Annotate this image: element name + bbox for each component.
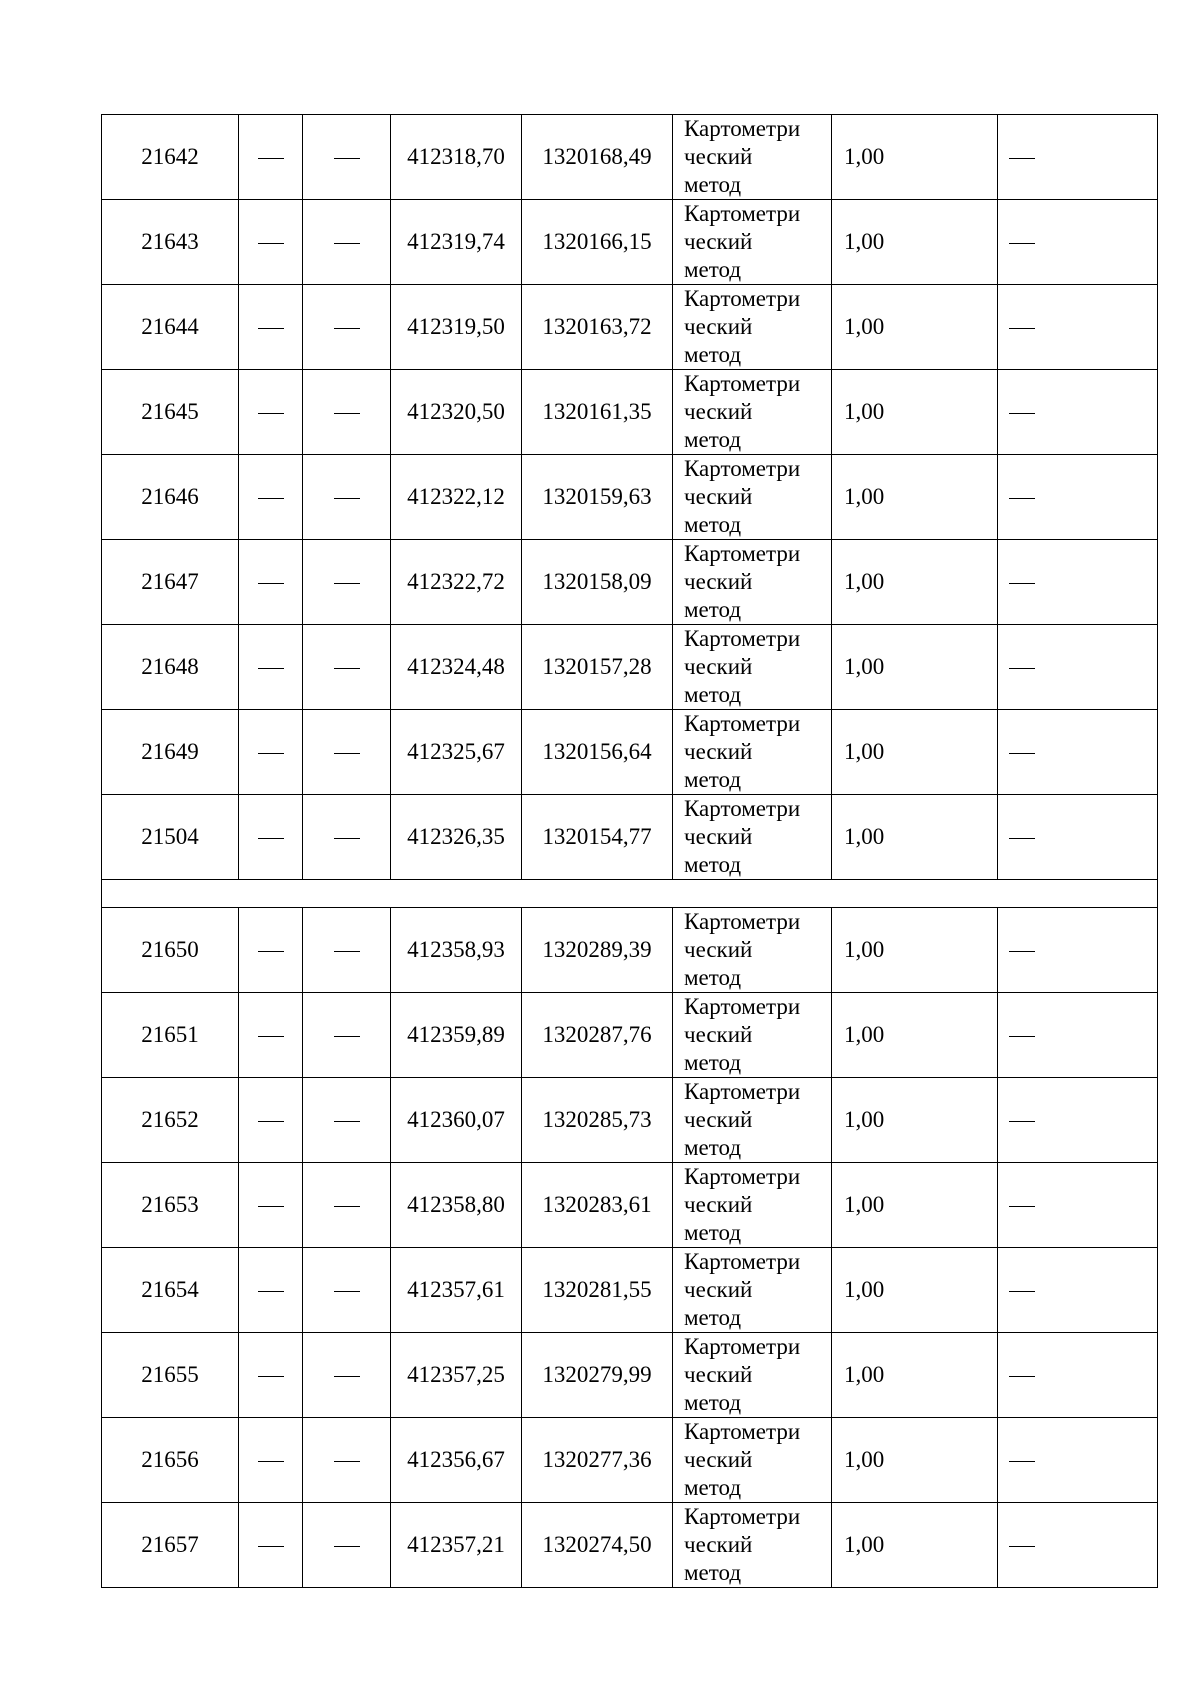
coordinate-y-cell: 1320158,09 — [522, 540, 673, 625]
dash-mark — [334, 583, 360, 584]
empty-value-cell — [998, 540, 1158, 625]
method-cell — [673, 1078, 832, 1163]
empty-value-cell — [239, 1248, 303, 1333]
coordinate-y-cell: 1320156,64 — [522, 710, 673, 795]
dash-mark — [1009, 1291, 1035, 1292]
empty-value-cell — [303, 455, 391, 540]
method-text-line: метод — [684, 512, 742, 537]
accuracy-cell: 1,00 — [832, 710, 998, 795]
dash-mark — [334, 838, 360, 839]
empty-value-cell — [998, 1078, 1158, 1163]
accuracy-cell: 1,00 — [832, 1163, 998, 1248]
empty-value-cell — [239, 200, 303, 285]
dash-mark — [1009, 668, 1035, 669]
method-text-line: Картометри — [684, 1419, 801, 1444]
method-text-line: ческий — [684, 1022, 753, 1047]
coordinate-x-cell: 412319,50 — [391, 285, 522, 370]
empty-value-cell — [239, 1163, 303, 1248]
dash-mark — [1009, 838, 1035, 839]
group-separator-cell — [102, 880, 1158, 908]
point-number-cell: 21654 — [102, 1248, 239, 1333]
empty-value-cell — [303, 908, 391, 993]
dash-mark — [334, 1036, 360, 1037]
method-text-line: ческий — [684, 654, 753, 679]
dash-mark — [258, 838, 284, 839]
dash-mark — [334, 498, 360, 499]
coordinate-y-cell: 1320163,72 — [522, 285, 673, 370]
method-text-line: метод — [684, 597, 742, 622]
dash-mark — [1009, 951, 1035, 952]
accuracy-cell: 1,00 — [832, 1503, 998, 1588]
empty-value-cell — [303, 540, 391, 625]
method-text-line: ческий — [684, 1532, 753, 1557]
coordinate-y-cell: 1320168,49 — [522, 115, 673, 200]
empty-value-cell — [998, 795, 1158, 880]
point-number-cell: 21642 — [102, 115, 239, 200]
empty-value-cell — [998, 115, 1158, 200]
empty-value-cell — [998, 625, 1158, 710]
accuracy-cell: 1,00 — [832, 455, 998, 540]
point-number-cell: 21646 — [102, 455, 239, 540]
method-text-line: метод — [684, 682, 742, 707]
dash-mark — [334, 753, 360, 754]
method-text-line: метод — [684, 1390, 742, 1415]
empty-value-cell — [998, 1163, 1158, 1248]
method-cell — [673, 993, 832, 1078]
method-text-line: Картометри — [684, 371, 801, 396]
method-text-line: Картометри — [684, 909, 801, 934]
empty-value-cell — [239, 1503, 303, 1588]
method-text-line: Картометри — [684, 1079, 801, 1104]
dash-mark — [258, 1036, 284, 1037]
empty-value-cell — [998, 1418, 1158, 1503]
accuracy-cell: 1,00 — [832, 370, 998, 455]
empty-value-cell — [239, 370, 303, 455]
dash-mark — [1009, 1036, 1035, 1037]
point-number-cell: 21655 — [102, 1333, 239, 1418]
dash-mark — [334, 1291, 360, 1292]
dash-mark — [258, 1376, 284, 1377]
method-text-line: ческий — [684, 569, 753, 594]
method-cell — [673, 710, 832, 795]
empty-value-cell — [303, 1418, 391, 1503]
coordinate-x-cell: 412358,93 — [391, 908, 522, 993]
method-cell — [673, 625, 832, 710]
empty-value-cell — [239, 993, 303, 1078]
dash-mark — [1009, 753, 1035, 754]
empty-value-cell — [998, 1503, 1158, 1588]
point-number-cell: 21656 — [102, 1418, 239, 1503]
empty-value-cell — [998, 455, 1158, 540]
point-number-cell: 21648 — [102, 625, 239, 710]
method-cell — [673, 285, 832, 370]
method-cell — [673, 1333, 832, 1418]
method-text-line: метод — [684, 257, 742, 282]
dash-mark — [334, 1121, 360, 1122]
method-cell — [673, 1163, 832, 1248]
dash-mark — [334, 328, 360, 329]
coordinate-y-cell: 1320161,35 — [522, 370, 673, 455]
table-row — [102, 1333, 1158, 1418]
dash-mark — [1009, 1376, 1035, 1377]
method-text-line: метод — [684, 852, 742, 877]
method-text-line: метод — [684, 1475, 742, 1500]
empty-value-cell — [239, 1078, 303, 1163]
table-row — [102, 115, 1158, 200]
coordinates-table — [101, 114, 1158, 1588]
method-text-line: метод — [684, 1135, 742, 1160]
dash-mark — [1009, 1461, 1035, 1462]
accuracy-cell: 1,00 — [832, 1333, 998, 1418]
method-text-line: Картометри — [684, 626, 801, 651]
method-text-line: Картометри — [684, 456, 801, 481]
accuracy-cell: 1,00 — [832, 540, 998, 625]
coordinate-y-cell: 1320289,39 — [522, 908, 673, 993]
dash-mark — [258, 951, 284, 952]
method-text-line: метод — [684, 1305, 742, 1330]
empty-value-cell — [239, 710, 303, 795]
coordinate-x-cell: 412357,61 — [391, 1248, 522, 1333]
coordinate-y-cell: 1320281,55 — [522, 1248, 673, 1333]
dash-mark — [1009, 328, 1035, 329]
point-number-cell: 21647 — [102, 540, 239, 625]
dash-mark — [334, 951, 360, 952]
dash-mark — [258, 668, 284, 669]
dash-mark — [1009, 1121, 1035, 1122]
method-text-line: ческий — [684, 1192, 753, 1217]
coordinate-x-cell: 412357,25 — [391, 1333, 522, 1418]
method-text-line: Картометри — [684, 796, 801, 821]
dash-mark — [334, 413, 360, 414]
dash-mark — [258, 1121, 284, 1122]
coordinate-y-cell: 1320285,73 — [522, 1078, 673, 1163]
method-cell — [673, 370, 832, 455]
method-cell — [673, 1503, 832, 1588]
empty-value-cell — [303, 1163, 391, 1248]
coordinate-x-cell: 412360,07 — [391, 1078, 522, 1163]
method-text-line: Картометри — [684, 541, 801, 566]
empty-value-cell — [303, 795, 391, 880]
coordinate-x-cell: 412358,80 — [391, 1163, 522, 1248]
table-row — [102, 370, 1158, 455]
table-row — [102, 993, 1158, 1078]
dash-mark — [334, 668, 360, 669]
table-row — [102, 1503, 1158, 1588]
dash-mark — [258, 498, 284, 499]
method-text-line: метод — [684, 1050, 742, 1075]
method-text-line: ческий — [684, 1362, 753, 1387]
point-number-cell: 21653 — [102, 1163, 239, 1248]
dash-mark — [334, 1546, 360, 1547]
coordinate-y-cell: 1320157,28 — [522, 625, 673, 710]
method-cell — [673, 540, 832, 625]
coordinate-y-cell: 1320283,61 — [522, 1163, 673, 1248]
coordinate-x-cell: 412319,74 — [391, 200, 522, 285]
table-row — [102, 1418, 1158, 1503]
accuracy-cell: 1,00 — [832, 1078, 998, 1163]
method-text-line: ческий — [684, 399, 753, 424]
table-row — [102, 908, 1158, 993]
group-separator-row — [102, 880, 1158, 908]
coordinate-x-cell: 412325,67 — [391, 710, 522, 795]
empty-value-cell — [239, 540, 303, 625]
accuracy-cell: 1,00 — [832, 285, 998, 370]
method-cell — [673, 1248, 832, 1333]
method-text-line: метод — [684, 1560, 742, 1585]
coordinate-y-cell: 1320154,77 — [522, 795, 673, 880]
dash-mark — [258, 158, 284, 159]
dash-mark — [258, 413, 284, 414]
method-text-line: ческий — [684, 937, 753, 962]
coordinate-x-cell: 412359,89 — [391, 993, 522, 1078]
method-text-line: ческий — [684, 739, 753, 764]
dash-mark — [1009, 243, 1035, 244]
dash-mark — [334, 1206, 360, 1207]
method-text-line: ческий — [684, 824, 753, 849]
table-row — [102, 1078, 1158, 1163]
method-text-line: Картометри — [684, 1504, 801, 1529]
dash-mark — [258, 753, 284, 754]
method-text-line: Картометри — [684, 711, 801, 736]
table-row — [102, 795, 1158, 880]
method-cell — [673, 795, 832, 880]
point-number-cell: 21504 — [102, 795, 239, 880]
dash-mark — [1009, 413, 1035, 414]
table-body — [102, 115, 1158, 1588]
dash-mark — [258, 1206, 284, 1207]
empty-value-cell — [998, 285, 1158, 370]
empty-value-cell — [239, 455, 303, 540]
coordinate-y-cell: 1320287,76 — [522, 993, 673, 1078]
dash-mark — [258, 328, 284, 329]
method-text-line: метод — [684, 172, 742, 197]
coordinate-y-cell: 1320279,99 — [522, 1333, 673, 1418]
dash-mark — [334, 158, 360, 159]
method-text-line: ческий — [684, 1277, 753, 1302]
empty-value-cell — [998, 908, 1158, 993]
method-text-line: метод — [684, 342, 742, 367]
dash-mark — [258, 583, 284, 584]
empty-value-cell — [303, 370, 391, 455]
empty-value-cell — [303, 1248, 391, 1333]
empty-value-cell — [998, 370, 1158, 455]
table-row — [102, 710, 1158, 795]
coordinate-x-cell: 412324,48 — [391, 625, 522, 710]
dash-mark — [258, 243, 284, 244]
dash-mark — [1009, 498, 1035, 499]
coordinate-x-cell: 412357,21 — [391, 1503, 522, 1588]
method-text-line: Картометри — [684, 1334, 801, 1359]
empty-value-cell — [303, 625, 391, 710]
method-text-line: ческий — [684, 1447, 753, 1472]
empty-value-cell — [239, 1418, 303, 1503]
empty-value-cell — [303, 1333, 391, 1418]
method-cell — [673, 455, 832, 540]
dash-mark — [1009, 1546, 1035, 1547]
method-text-line: ческий — [684, 484, 753, 509]
point-number-cell: 21652 — [102, 1078, 239, 1163]
empty-value-cell — [998, 993, 1158, 1078]
dash-mark — [258, 1291, 284, 1292]
accuracy-cell: 1,00 — [832, 115, 998, 200]
empty-value-cell — [998, 1333, 1158, 1418]
method-text-line: ческий — [684, 314, 753, 339]
method-cell — [673, 1418, 832, 1503]
empty-value-cell — [303, 285, 391, 370]
empty-value-cell — [239, 908, 303, 993]
coordinate-y-cell: 1320159,63 — [522, 455, 673, 540]
coordinate-x-cell: 412322,12 — [391, 455, 522, 540]
method-text-line: ческий — [684, 229, 753, 254]
empty-value-cell — [239, 625, 303, 710]
empty-value-cell — [239, 795, 303, 880]
accuracy-cell: 1,00 — [832, 625, 998, 710]
method-text-line: метод — [684, 767, 742, 792]
accuracy-cell: 1,00 — [832, 795, 998, 880]
dash-mark — [1009, 1206, 1035, 1207]
coordinate-y-cell: 1320166,15 — [522, 200, 673, 285]
table-row — [102, 625, 1158, 710]
point-number-cell: 21643 — [102, 200, 239, 285]
accuracy-cell: 1,00 — [832, 200, 998, 285]
empty-value-cell — [998, 200, 1158, 285]
method-text-line: ческий — [684, 144, 753, 169]
coordinate-y-cell: 1320274,50 — [522, 1503, 673, 1588]
coordinate-y-cell: 1320277,36 — [522, 1418, 673, 1503]
method-text-line: Картометри — [684, 116, 801, 141]
empty-value-cell — [303, 710, 391, 795]
accuracy-cell: 1,00 — [832, 993, 998, 1078]
dash-mark — [334, 1376, 360, 1377]
document-page — [101, 114, 1157, 1588]
table-row — [102, 1248, 1158, 1333]
accuracy-cell: 1,00 — [832, 1418, 998, 1503]
method-cell — [673, 200, 832, 285]
dash-mark — [258, 1461, 284, 1462]
empty-value-cell — [303, 115, 391, 200]
table-row — [102, 455, 1158, 540]
table-row — [102, 285, 1158, 370]
coordinate-x-cell: 412320,50 — [391, 370, 522, 455]
point-number-cell: 21651 — [102, 993, 239, 1078]
point-number-cell: 21657 — [102, 1503, 239, 1588]
accuracy-cell: 1,00 — [832, 908, 998, 993]
dash-mark — [1009, 158, 1035, 159]
dash-mark — [258, 1546, 284, 1547]
point-number-cell: 21644 — [102, 285, 239, 370]
method-text-line: метод — [684, 427, 742, 452]
method-text-line: Картометри — [684, 201, 801, 226]
empty-value-cell — [303, 993, 391, 1078]
empty-value-cell — [239, 1333, 303, 1418]
dash-mark — [1009, 583, 1035, 584]
method-text-line: метод — [684, 965, 742, 990]
dash-mark — [334, 1461, 360, 1462]
empty-value-cell — [303, 1078, 391, 1163]
coordinate-x-cell: 412356,67 — [391, 1418, 522, 1503]
table-row — [102, 1163, 1158, 1248]
coordinate-x-cell: 412318,70 — [391, 115, 522, 200]
point-number-cell: 21649 — [102, 710, 239, 795]
coordinate-x-cell: 412326,35 — [391, 795, 522, 880]
table-row — [102, 540, 1158, 625]
method-cell — [673, 908, 832, 993]
empty-value-cell — [239, 115, 303, 200]
empty-value-cell — [998, 1248, 1158, 1333]
method-text-line: Картометри — [684, 994, 801, 1019]
empty-value-cell — [239, 285, 303, 370]
method-text-line: ческий — [684, 1107, 753, 1132]
table-row — [102, 200, 1158, 285]
method-text-line: метод — [684, 1220, 742, 1245]
method-text-line: Картометри — [684, 1164, 801, 1189]
dash-mark — [334, 243, 360, 244]
method-text-line: Картометри — [684, 286, 801, 311]
point-number-cell: 21650 — [102, 908, 239, 993]
method-cell — [673, 115, 832, 200]
coordinate-x-cell: 412322,72 — [391, 540, 522, 625]
empty-value-cell — [998, 710, 1158, 795]
accuracy-cell: 1,00 — [832, 1248, 998, 1333]
point-number-cell: 21645 — [102, 370, 239, 455]
method-text-line: Картометри — [684, 1249, 801, 1274]
empty-value-cell — [303, 200, 391, 285]
empty-value-cell — [303, 1503, 391, 1588]
